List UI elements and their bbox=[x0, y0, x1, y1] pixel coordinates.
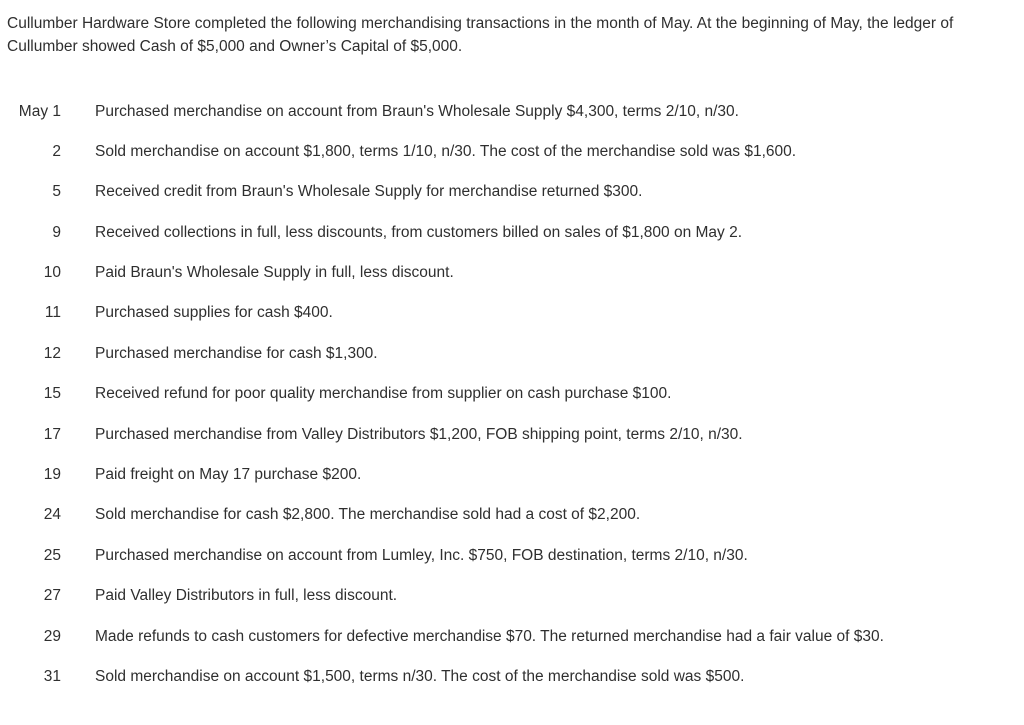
problem-intro: Cullumber Hardware Store completed the following merchandising transactions in the month of May. At the beginning of May, the ledger of Cullumber showed Cash of $5,000 and Owner’s Capital of $5,000. bbox=[7, 15, 954, 55]
transaction-row bbox=[0, 333, 1024, 373]
transaction-date: 10 bbox=[43, 264, 61, 282]
transaction-row bbox=[0, 172, 1024, 212]
transaction-list bbox=[0, 91, 1024, 697]
transaction-description: Paid freight on May 17 purchase $200. bbox=[95, 466, 362, 484]
transaction-date: 29 bbox=[43, 627, 61, 645]
transaction-row bbox=[0, 212, 1024, 252]
transaction-date: 25 bbox=[43, 546, 61, 564]
transaction-row bbox=[0, 535, 1024, 575]
transaction-date: 24 bbox=[43, 506, 61, 524]
transaction-date: 9 bbox=[52, 223, 61, 241]
transaction-description: Purchased merchandise on account from Lumley, Inc. $750, FOB destination, terms 2/10, n/30. bbox=[95, 546, 748, 564]
transaction-description: Purchased merchandise from Valley Distributors $1,200, FOB shipping point, terms 2/10, n/30. bbox=[95, 425, 743, 443]
transaction-date: 12 bbox=[43, 344, 61, 362]
transaction-date: 15 bbox=[43, 385, 61, 403]
transaction-date: 5 bbox=[52, 183, 61, 201]
transaction-row bbox=[0, 374, 1024, 414]
transaction-row bbox=[0, 131, 1024, 171]
transaction-description: Made refunds to cash customers for defective merchandise $70. The returned merchandise had a fair value of $30. bbox=[95, 627, 884, 645]
transaction-description: Received refund for poor quality merchandise from supplier on cash purchase $100. bbox=[95, 385, 672, 403]
transaction-row bbox=[0, 495, 1024, 535]
transaction-date: 2 bbox=[52, 142, 61, 160]
transaction-date: 19 bbox=[43, 466, 61, 484]
transaction-row bbox=[0, 414, 1024, 454]
transaction-description: Purchased merchandise on account from Braun's Wholesale Supply $4,300, terms 2/10, n/30. bbox=[95, 102, 739, 120]
transaction-row bbox=[0, 91, 1024, 131]
transaction-description: Sold merchandise on account $1,500, terms n/30. The cost of the merchandise sold was $500. bbox=[95, 667, 745, 685]
transaction-row bbox=[0, 253, 1024, 293]
transaction-date: 11 bbox=[44, 304, 61, 322]
transaction-description: Purchased merchandise for cash $1,300. bbox=[95, 344, 378, 362]
transaction-row bbox=[0, 293, 1024, 333]
transaction-description: Received credit from Braun's Wholesale Supply for merchandise returned $300. bbox=[95, 183, 643, 201]
transaction-row bbox=[0, 616, 1024, 656]
transaction-row bbox=[0, 656, 1024, 696]
transaction-description: Sold merchandise on account $1,800, terms 1/10, n/30. The cost of the merchandise sold was $1,600. bbox=[95, 142, 797, 160]
transaction-row bbox=[0, 576, 1024, 616]
transaction-date: 27 bbox=[43, 587, 61, 605]
transaction-description: Received collections in full, less discounts, from customers billed on sales of $1,800 on May 2. bbox=[95, 223, 743, 241]
transaction-row bbox=[0, 455, 1024, 495]
transaction-date: 31 bbox=[43, 667, 61, 685]
transaction-date: 17 bbox=[43, 425, 61, 443]
transaction-description: Paid Braun's Wholesale Supply in full, less discount. bbox=[95, 264, 454, 282]
transaction-description: Purchased supplies for cash $400. bbox=[95, 304, 333, 322]
transaction-description: Sold merchandise for cash $2,800. The merchandise sold had a cost of $2,200. bbox=[95, 506, 641, 524]
transaction-date: May 1 bbox=[18, 102, 61, 120]
transaction-description: Paid Valley Distributors in full, less discount. bbox=[95, 587, 398, 605]
